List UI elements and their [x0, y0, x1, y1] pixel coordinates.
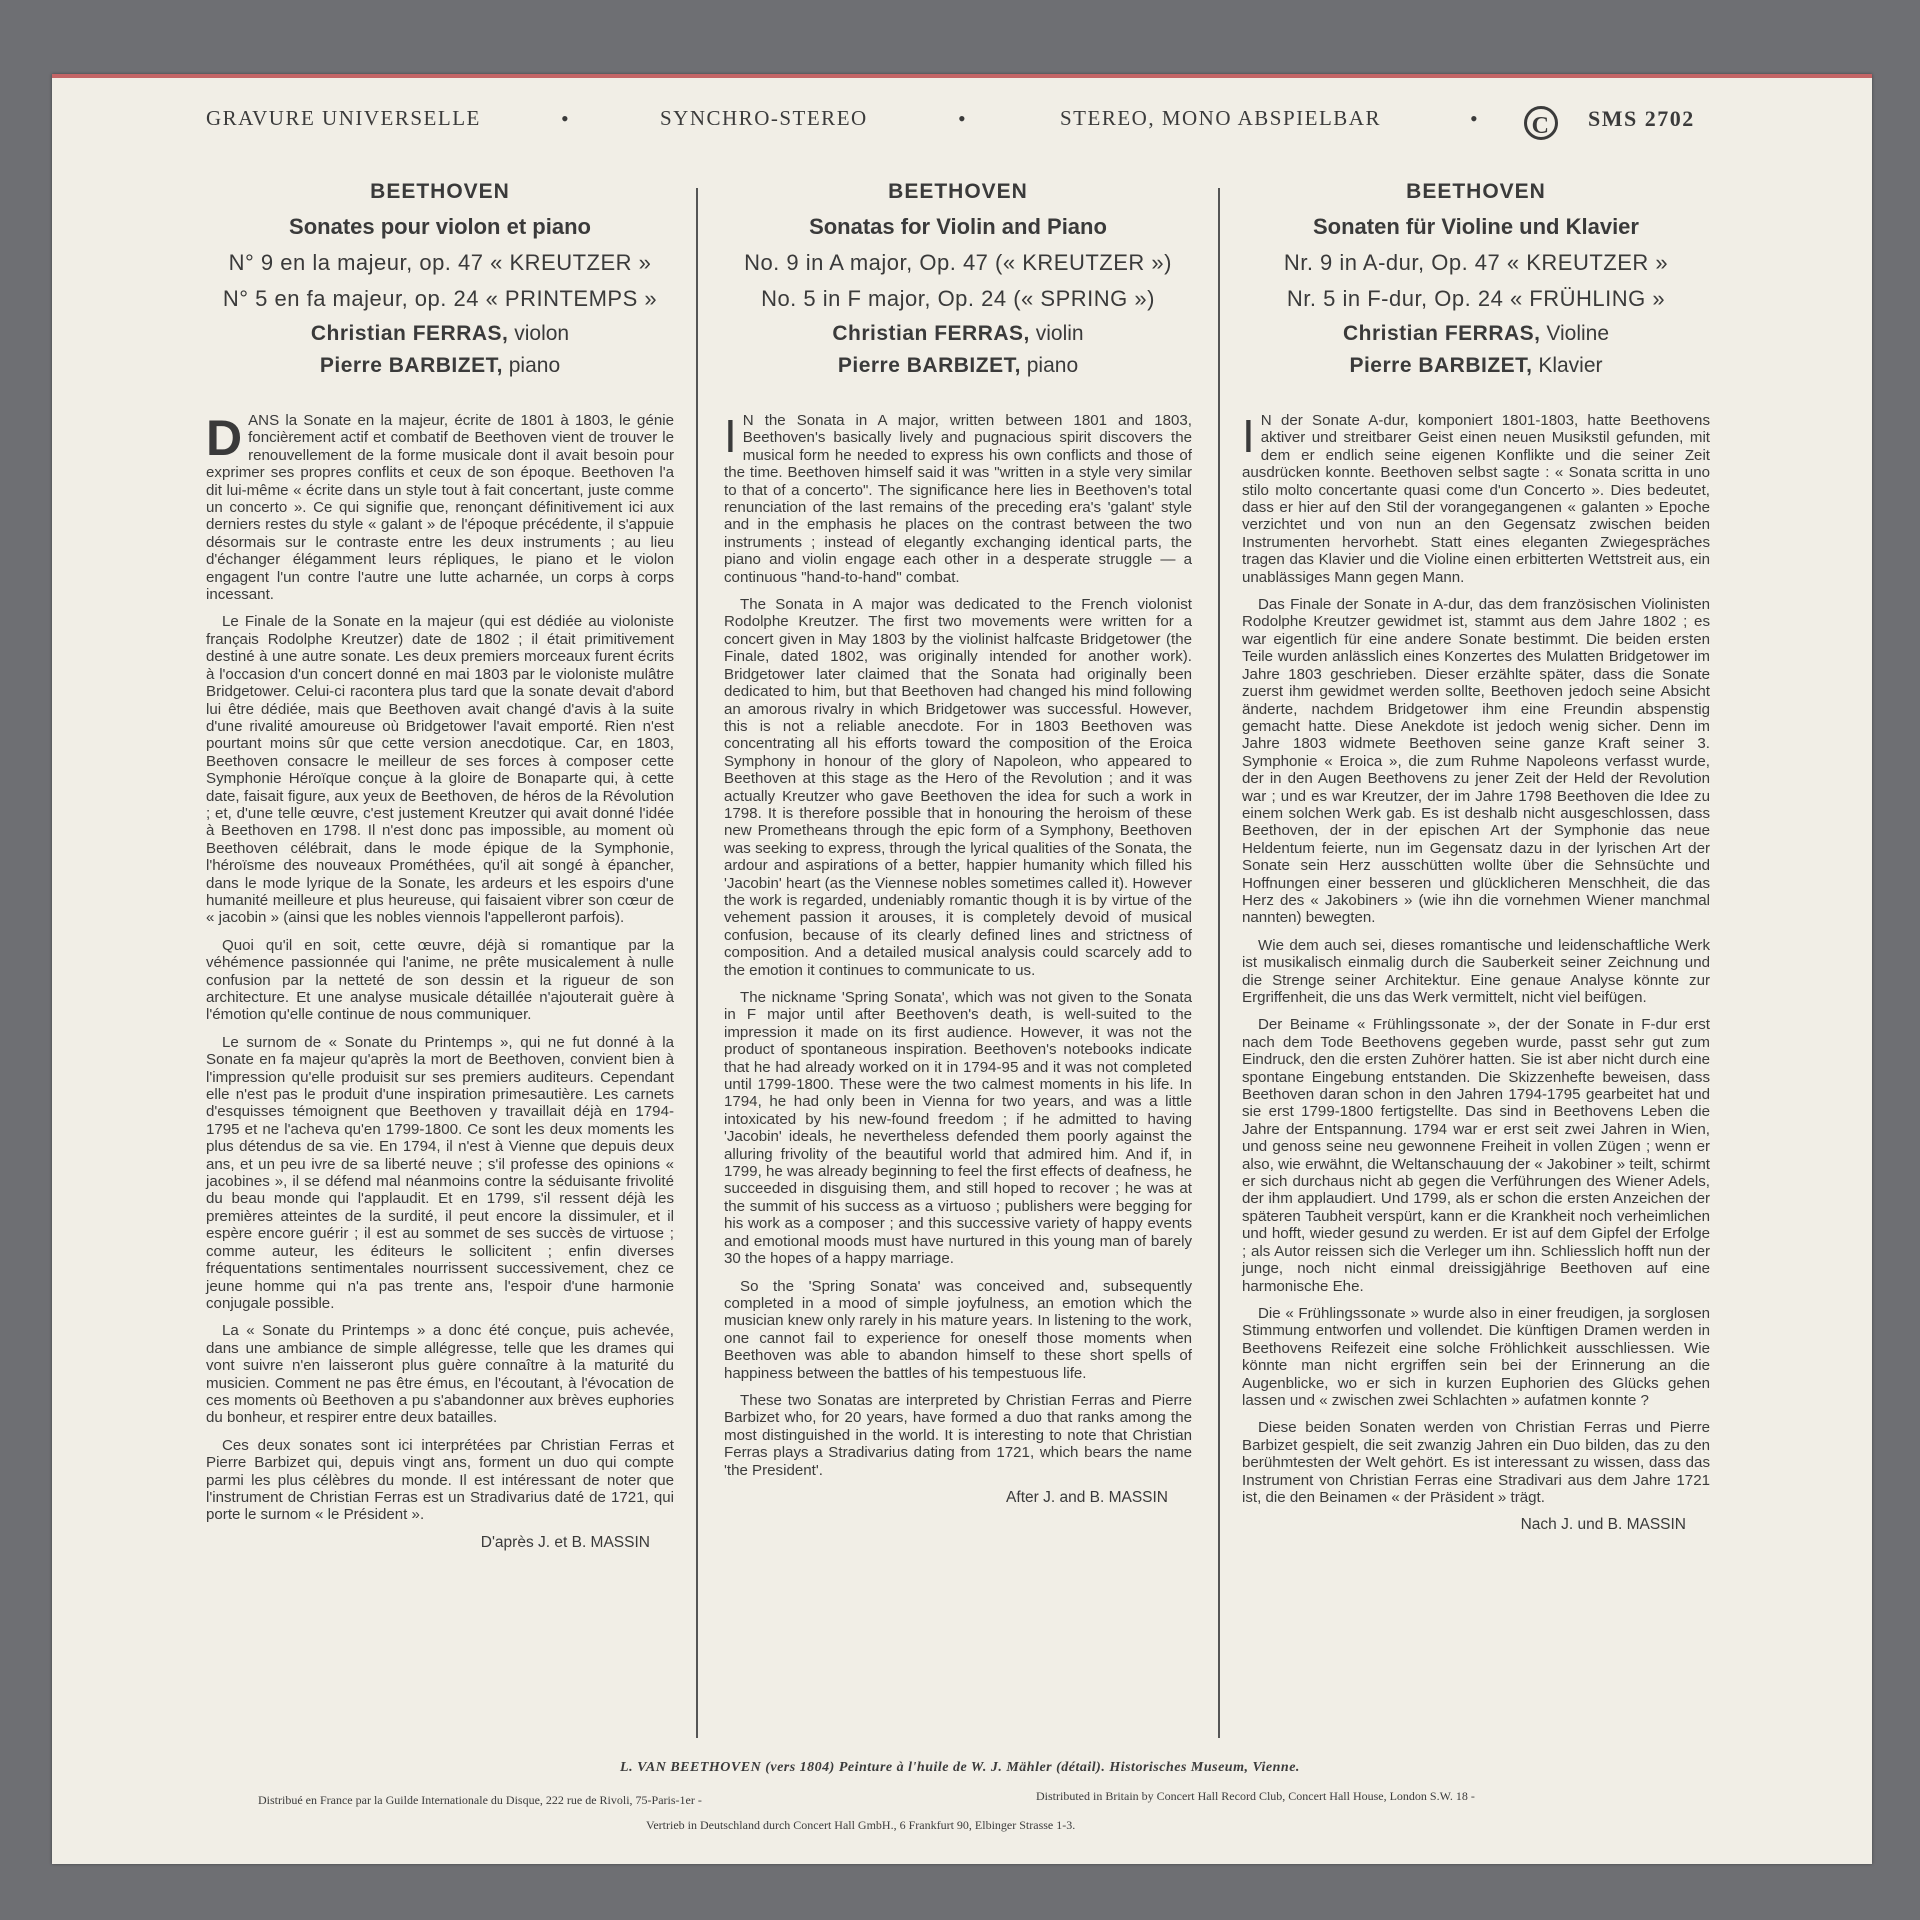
separator-bullet: •: [958, 106, 968, 131]
pianist-role: Klavier: [1532, 354, 1603, 377]
work-line: No. 5 in F major, Op. 24 (« SPRING »): [761, 286, 1155, 311]
paragraph-text: ANS la Sonate en la majeur, écrite de 1801 à 1803, le génie foncièrement actif et combatif de Beethoven vient de trouver le renouvellement de la forme musicale dont il avait besoin pour exprimer ses propres conflits et ceux de son époque. Beethoven l'a dit lui-même « écrite dans un style tout à fait concertant, juste comme un concerto ». Ce qui signifie que, renonçant définitivement ici aux derniers restes du style « galant » de l'époque précédente, il s'appuie désormais sur le contraste entre les deux instruments ; au lieu d'échanger élégamment leurs répliques, le piano et le violon engagent l'un contre l'autre une lutte acharnée, un corps à corps incessant.: [206, 412, 674, 604]
work-title: Sonaten für Violine und Klavier: [1313, 214, 1639, 239]
column-divider: [696, 188, 698, 1738]
notes-paragraph: The nickname 'Spring Sonata', which was not given to the Sonata in F major until after Beethoven's death, is well-suited to the impression it made on its first audience. However, it was not the product of spontaneous inspiration. Beethoven's notebooks indicate that he had already worked on it in 1794-95 and it was not completed until 1799-1800. These were the two calmest moments in his life. In 1794, he had only been in Vienna for two years, and was a little intoxicated by his new-found freedom ; if he admitted to having 'Jacobin' ideals, he nevertheless defended them poorly against the alluring frivolity of the beautiful world that admired him. And if, in 1799, he was already beginning to feel the first effects of deafness, he succeeded in disguising them, and still hoped to recover ; he was at the summit of his success as a virtuoso ; publishers were begging for his work as a composer ; and this successive variety of happy events and emotional moods must have nurtured in this young man of barely 30 the hopes of a happy marriage.: [724, 989, 1192, 1268]
german-notes: [1242, 412, 1710, 1534]
french-column: [206, 180, 674, 1551]
portrait-caption: L. VAN BEETHOVEN (vers 1804) Peinture à l'huile de W. J. Mähler (détail). Historisches Museum, Vienne.: [620, 1760, 1300, 1775]
work-line: N° 9 en la majeur, op. 47 « KREUTZER »: [228, 250, 652, 275]
work-line: N° 5 en fa majeur, op. 24 « PRINTEMPS »: [222, 286, 658, 311]
work-line: No. 9 in A major, Op. 47 (« KREUTZER »): [744, 250, 1172, 275]
notes-paragraph: These two Sonatas are interpreted by Christian Ferras and Pierre Barbizet who, for 20 years, have formed a duo that ranks among the most distinguished in the world. It is interesting to note that Christian Ferras plays a Stradivarius dating from 1721, which bears the name 'the President'.: [724, 1391, 1192, 1479]
separator-bullet: •: [1470, 106, 1480, 131]
notes-paragraph: Der Beiname « Frühlingssonate », der der Sonate in F-dur erst nach dem Tode Beethovens gegeben wurde, passt sehr gut zum Eindruck, den die ersten Zuhörer hatten. Sie ist aber nicht durch eine spontane Eingebung entstanden. Die Skizzenhefte beweisen, dass Beethoven daran schon in den Jahren 1794-1795 gearbeitet hat und sie erst 1799-1800 fertigstellte. Das sind in Beethovens Leben die Jahre der Entspannung. 1794 war er erst seit zwei Jahren in Wien, und genoss seine neu gewonnene Freiheit in vollen Zügen ; wenn er also, wie erwähnt, die Weltanschauung der « Jakobiner » teilt, schirmt er sich durchaus nicht ab gegen die Verführungen des Wiener Adels, der ihm applaudiert. Und 1799, als er schon die ersten Anzeichen der späteren Taubheit verspürt, kann er die Krankheit noch verheimlichen und hofft, wieder gesund zu werden. Er ist auf dem Gipfel der Erfolge ; als Autor reissen sich die Verleger um ihn. Schliesslich hofft nun der junge, noch nicht einmal dreissigjährige Beethoven auf eine harmonische Ehe.: [1242, 1016, 1710, 1295]
notes-paragraph: Ces deux sonates sont ici interprétées par Christian Ferras et Pierre Barbizet qui, depuis vingt ans, forment un duo qui compte parmi les plus célèbres du monde. Il est intéressant de noter que l'instrument de Christian Ferras est un Stradivarius daté de 1721, qui porte le surnom « le Président ».: [206, 1436, 674, 1524]
separator-bullet: •: [561, 106, 571, 131]
composer-name: BEETHOVEN: [370, 180, 510, 203]
violinist-role: violin: [1029, 322, 1084, 345]
pianist-credit: [206, 354, 674, 378]
gravure-label: GRAVURE UNIVERSELLE: [206, 106, 481, 130]
english-column: [724, 180, 1192, 1506]
notes-paragraph: Le surnom de « Sonate du Printemps », qui ne fut donné à la Sonate en fa majeur qu'après la mort de Beethoven, convient bien à l'impression qu'elle produisit sur ses premiers auditeurs. Cependant elle n'est pas le produit d'une inspiration primesautière. Les carnets d'esquisses témoignent que Beethoven y travaillait déjà en 1794-1795 et ne l'acheva qu'en 1799-1800. Ce sont les deux moments les plus détendus de sa vie. En 1794, il n'est à Vienne que depuis deux ans, et un peu ivre de sa liberté neuve ; s'il professe des opinions « jacobines », il se défend mal néanmoins contre la séduisante frivolité du beau monde qui l'applaudit. Et en 1799, s'il ressent déjà les premières atteintes de la surdité, il peut encore la dissimuler, et il espère encore guérir ; il est au sommet de ses succès de virtuose ; comme auteur, les éditeurs le sollicitent ; enfin diverses fréquentations sentimentales nourrissent successivement, chez ce jeune homme qui n'a pas trente ans, l'espoir d'une harmonie conjugale possible.: [206, 1033, 674, 1312]
pianist-credit: [1242, 354, 1710, 378]
drop-cap: I: [724, 410, 737, 462]
catalog-number: SMS 2702: [1588, 106, 1695, 131]
work-title: Sonatas for Violin and Piano: [809, 214, 1107, 239]
pianist-role: piano: [502, 354, 561, 377]
notes-signature: After J. and B. MASSIN: [1006, 1488, 1168, 1506]
paragraph-text: N the Sonata in A major, written between 1801 and 1803, Beethoven's basically lively and pugnacious spirit discovers the musical form he needed to express his own conflicts and those of the time. Beethoven himself said it was "written in a style very similar to that of a concerto". The significance here lies in Beethoven's total renunciation of the last remains of the preceding era's 'galant' style and in the emphasis he places on the contrast between the two instruments ; instead of elegantly exchanging identical parts, the piano and violin engage each other in a desperate struggle — a continuous "hand-to-hand" combat.: [724, 412, 1192, 586]
notes-paragraph: La « Sonate du Printemps » a donc été conçue, puis achevée, dans une ambiance de simple allégresse, telle que les drames qui vont suivre n'en laisseront plus guère connaître à la maturité du musicien. Comment ne pas être émus, en l'écoutant, à l'évocation de ces moments où Beethoven a pu s'abandonner aux brèves euphories du bonheur, et respirer entre deux batailles.: [206, 1322, 674, 1427]
notes-paragraph: [206, 412, 674, 603]
drop-cap: D: [206, 410, 243, 466]
notes-paragraph: [724, 412, 1192, 586]
work-title: Sonates pour violon et piano: [289, 214, 591, 239]
pianist-name: Pierre BARBIZET,: [837, 354, 1021, 377]
notes-paragraph: Die « Frühlingssonate » wurde also in einer freudigen, ja sorglosen Stimmung entworfen und vollendet. Die künftigen Dramen werden in Beethovens Reifezeit eine solche Fröhlichkeit ausschliessen. Wie könnte man nicht ergriffen sein bei der Erinnerung an die Augenblicke, wo er sich in kurzen Euphorien des Glücks gehen lassen und « zwischen zwei Schlachten » aufatmen konnte ?: [1242, 1304, 1710, 1409]
notes-paragraph: Wie dem auch sei, dieses romantische und leidenschaftliche Werk ist musikalisch einmalig durch die Sauberkeit seiner Zeichnung und die Strenge seiner Architektur. Eine genaue Analyse könnte zur Ergriffenheit, die uns das Werk vermittelt, nicht viel beifügen.: [1242, 936, 1710, 1006]
notes-paragraph: Quoi qu'il en soit, cette œuvre, déjà si romantique par la véhémence passionnée qui l'anime, ne prête musicalement à nulle confusion par la netteté de son dessin et la rigueur de son architecture. Et une analyse musicale détaillée n'ajouterait guère à l'émotion qu'elle continue de nous communiquer.: [206, 936, 674, 1024]
notes-signature: D'après J. et B. MASSIN: [480, 1533, 650, 1551]
work-line: Nr. 5 in F-dur, Op. 24 « FRÜHLING »: [1286, 286, 1666, 311]
notes-paragraph: The Sonata in A major was dedicated to the French violonist Rodolphe Kreutzer. The first two movements were written for a concert given in May 1803 by the violinist halfcaste Bridgetower (the Finale, dated 1802, was originally intended for another work). Bridgetower later claimed that the Sonata had originally been dedicated to him, but that Beethoven had changed his mind following an amorous rivalry in which Bridgetower was successful. However, this is not a reliable anecdote. For in 1803 Beethoven was concentrating all his efforts toward the composition of the Eroica Symphony in honour of the glory of Napoleon, who appeared to Beethoven at this stage as the Hero of the Revolution ; and it was actually Kreutzer who gave Beethoven the idea for such a work in 1798. It is therefore possible that in honouring the heroism of these new Prometheans through the epic form of a Symphony, Beethoven was seeking to express, through the lyrical qualities of the Sonata, the ardour and aspirations of a better, happier humanity which filled his 'Jacobin' heart (as the Viennese nobles sometimes called it). However the work is regarded, undeniably romantic though it is by virtue of the vehement passion it arouses, it is completely devoid of musical confusion, because of its clearly defined lines and strictness of composition. And a detailed musical analysis could scarcely add to the emotion it continues to communicate to us.: [724, 596, 1192, 979]
column-divider: [1218, 188, 1220, 1738]
pianist-role: piano: [1020, 354, 1079, 377]
pianist-name: Pierre BARBIZET,: [1349, 354, 1533, 377]
violinist-role: violon: [508, 322, 570, 345]
violinist-name: Christian FERRAS,: [1342, 322, 1541, 345]
violinist-credit: [206, 322, 674, 346]
paragraph-text: N der Sonate A-dur, komponiert 1801-1803, hatte Beethovens aktiver und streitbarer Geist einen neuen Musikstil gefunden, mit dem er endlich seine eigenen Konflikte und die seiner Zeit ausdrücken konnte. Beethoven selbst sagte : « Sonata scritta in uno stilo molto concertante quasi come d'un Concerto ». Dies bedeutet, dass er hier auf den Stil der vorangegangenen « galanten » Epoche verzichtet und von nun an den Gegensatz zwischen beiden Instrumenten hervorhebt. Statt eines eleganten Zwiegespräches tragen das Klavier und die Violine einen erbitterten Wettstreit aus, ein unablässiges Mann gegen Mann.: [1242, 412, 1710, 586]
pianist-credit: [724, 354, 1192, 378]
english-heading: [724, 180, 1192, 378]
notes-paragraph: So the 'Spring Sonata' was conceived and, subsequently completed in a mood of simple joyfulness, an emotion which the musician knew only rarely in his mature years. In listening to the work, one cannot fail to experience for oneself those moments when Beethoven was able to abandon himself to these short spells of happiness between the battles of his tempestuous life.: [724, 1277, 1192, 1382]
violinist-credit: [1242, 322, 1710, 346]
notes-paragraph: [1242, 412, 1710, 586]
english-notes: [724, 412, 1192, 1506]
header-bar: [206, 106, 1706, 139]
drop-cap: I: [1242, 410, 1255, 462]
stereo-label: STEREO, MONO ABSPIELBAR: [1060, 106, 1381, 130]
violinist-credit: [724, 322, 1192, 346]
distribution-britain: Distributed in Britain by Concert Hall Record Club, Concert Hall House, London S.W. 18 -: [1036, 1789, 1475, 1803]
notes-paragraph: Le Finale de la Sonate en la majeur (qui est dédiée au violoniste français Rodolphe Kreutzer) date de 1802 ; il était primitivement destiné à une autre sonate. Les deux premiers morceaux furent écrits à l'occasion d'un concert donné en mai 1803 par le violoniste mulâtre Bridgetower. Celui-ci racontera plus tard que la sonate devait d'abord lui être dédiée, mais que Beethoven avait changé d'avis à la suite d'une rivalité amoureuse où Bridgetower l'avait emporté. Rien n'est pourtant moins sûr que cette version anecdotique. Car, en 1803, Beethoven consacre le meilleur de ses forces à composer cette Symphonie Héroïque conçue à la gloire de Bonaparte qui, à cette date, faisait figure, aux yeux de Beethoven, de héros de la Révolution ; et, d'une telle œuvre, c'est justement Kreutzer qui avait donné l'idée à Beethoven en 1798. Il n'est donc pas impossible, au moment où Beethoven célébrait, dans le mode épique de la Symphonie, l'héroïsme des nouveaux Prométhées, qu'il ait songé à épancher, dans le mode lyrique de la Sonate, les ardeurs et les espoirs d'une humanité meilleure et plus heureuse, qui faisaient vibrer son cœur de « jacobin » (ainsi que les nobles viennois l'appelleront parfois).: [206, 613, 674, 927]
violinist-name: Christian FERRAS,: [310, 322, 509, 345]
composer-name: BEETHOVEN: [1406, 180, 1546, 203]
composer-name: BEETHOVEN: [888, 180, 1028, 203]
french-notes: [206, 412, 674, 1551]
sleeve-top-edge: [52, 74, 1872, 78]
distribution-germany: Vertrieb in Deutschland durch Concert Hall GmbH., 6 Frankfurt 90, Elbinger Strasse 1-3.: [646, 1818, 1076, 1832]
notes-signature: Nach J. und B. MASSIN: [1520, 1516, 1686, 1534]
work-line: Nr. 9 in A-dur, Op. 47 « KREUTZER »: [1283, 250, 1669, 275]
synchro-label: SYNCHRO-STEREO: [660, 106, 868, 130]
german-heading: [1242, 180, 1710, 378]
pianist-name: Pierre BARBIZET,: [319, 354, 503, 377]
copyright-icon: C: [1524, 106, 1558, 140]
violinist-role: Violine: [1540, 322, 1610, 345]
distribution-france: Distribué en France par la Guilde Internationale du Disque, 222 rue de Rivoli, 75-Paris-1er -: [258, 1793, 702, 1807]
german-column: [1242, 180, 1710, 1534]
notes-paragraph: Das Finale der Sonate in A-dur, das dem französischen Violinisten Rodolphe Kreutzer gewidmet ist, stammt aus dem Jahre 1802 ; es war eigentlich für eine andere Sonate bestimmt. Die beiden ersten Teile wurden anlässlich eines Konzertes des Mulatten Bridgetower im Jahre 1803 geschrieben. Dieser erzählte später, dass die Sonate zuerst ihm gewidmet werden sollte, Beethoven jedoch seine Absicht änderte, nachdem Bridgetower ihm eine Freundin abspenstig gemacht hatte. Diese Anekdote ist jedoch wenig sicher. Denn im Jahre 1803 widmete Beethoven seine ganze Kraft seiner 3. Symphonie « Eroica », die zum Ruhme Napoleons verfasst wurde, der in den Augen Beethovens zu jener Zeit der Held der Revolution war ; und es war Kreutzer, der im Jahre 1798 Beethoven die Idee zu einem solchen Werk gab. Es ist deshalb nicht ausgeschlossen, dass Beethoven, der in der epischen Art der Symphonie das neue Heldentum feierte, nun im Gegensatz dazu in der lyrischen Art der Sonate sein Herz ausschütten wollte über die Sehnsüchte und Hoffnungen einer besseren und glücklicheren Menschheit, die das Herz des « Jakobiners » (wie ihn die vornehmen Wiener manchmal nannten) bewegten.: [1242, 596, 1710, 927]
notes-paragraph: Diese beiden Sonaten werden von Christian Ferras und Pierre Barbizet gespielt, die seit zwanzig Jahren ein Duo bilden, das zu den berühmtesten der Welt gehört. Es ist interessant zu wissen, dass das Instrument von Christian Ferras eine Stradivari aus dem Jahre 1721 ist, die den Beinamen « der Präsident » trägt.: [1242, 1419, 1710, 1506]
violinist-name: Christian FERRAS,: [832, 322, 1030, 345]
french-heading: [206, 180, 674, 378]
